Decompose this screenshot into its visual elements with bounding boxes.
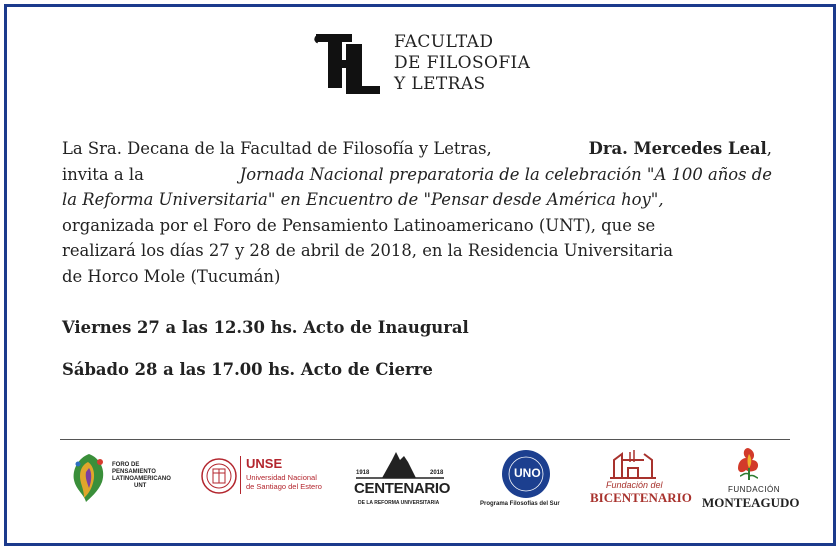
centenario-subtitle: DE LA REFORMA UNIVERSITARIA bbox=[358, 500, 440, 506]
comma: , bbox=[766, 139, 772, 158]
monteagudo-emblem-icon bbox=[732, 446, 766, 482]
foro-line-4: UNT bbox=[134, 483, 147, 489]
centenario-title: CENTENARIO bbox=[354, 480, 451, 497]
invitation-text bbox=[62, 136, 772, 289]
invitation-line-1 bbox=[62, 136, 772, 162]
foro-pensamiento-logo bbox=[64, 448, 184, 504]
faculty-line-1: FACULTAD bbox=[394, 32, 494, 52]
unse-logo bbox=[200, 454, 320, 500]
faculty-line-2: DE FILOSOFIA bbox=[394, 53, 531, 73]
monteagudo-line-1: FUNDACIÓN bbox=[728, 485, 781, 494]
foro-line-2: PENSAMIENTO bbox=[112, 469, 156, 475]
event-name-1: Jornada Nacional preparatoria de la celebración "A 100 años de bbox=[239, 164, 772, 184]
footer-divider bbox=[60, 439, 790, 440]
foro-line-3: LATINOAMERICANO bbox=[112, 476, 171, 482]
fl-monogram-logo bbox=[312, 30, 384, 98]
unse-seal-icon bbox=[200, 454, 238, 498]
faculty-name bbox=[394, 32, 530, 95]
foro-emblem-icon bbox=[64, 448, 114, 504]
uno-logo bbox=[478, 448, 578, 510]
location-text: de Horco Mole (Tucumán) bbox=[62, 266, 281, 286]
invitation-intro: La Sra. Decana de la Facultad de Filosofía y Letras, bbox=[62, 139, 492, 158]
date-place-text: realizará los días 27 y 28 de abril de 2018, en la Residencia Universitaria bbox=[62, 241, 674, 260]
event-name-2: la Reforma Universitaria" en Encuentro de "Pensar desde América hoy", bbox=[62, 190, 664, 209]
bicentenario-logo bbox=[590, 446, 692, 508]
faculty-line-3: Y LETRAS bbox=[394, 74, 486, 94]
invitation-line-2 bbox=[62, 162, 772, 188]
unse-sub-1: Universidad Nacional bbox=[246, 473, 317, 482]
invitation-line-6 bbox=[62, 264, 772, 290]
centenario-year-2: 2018 bbox=[430, 470, 444, 476]
invitation-line-4 bbox=[62, 213, 772, 239]
bicentenario-line-1: Fundación del bbox=[606, 480, 663, 490]
centenario-logo bbox=[352, 448, 451, 510]
dean-name: Dra. Mercedes Leal bbox=[588, 139, 767, 158]
bicentenario-house-icon bbox=[608, 446, 658, 480]
faculty-header bbox=[312, 30, 572, 100]
uno-caption: Programa Filosofías del Sur bbox=[480, 501, 560, 507]
unse-title: UNSE bbox=[246, 456, 283, 471]
organizer-text: organizada por el Foro de Pensamiento Latinoamericano (UNT), que se bbox=[62, 215, 656, 235]
schedule-friday: Viernes 27 a las 12.30 hs. Acto de Inaugural bbox=[62, 318, 469, 337]
unse-sub-2: de Santiago del Estero bbox=[246, 482, 322, 491]
bicentenario-line-2: BICENTENARIO bbox=[590, 490, 692, 505]
invitation-line-3 bbox=[62, 187, 772, 213]
centenario-year-1: 1918 bbox=[356, 470, 370, 476]
schedule-saturday: Sábado 28 a las 17.00 hs. Acto de Cierre bbox=[62, 360, 433, 379]
invites-text: invita a la bbox=[62, 164, 144, 184]
invitation-line-5 bbox=[62, 238, 772, 264]
uno-title: UNO bbox=[514, 466, 541, 480]
monteagudo-logo bbox=[700, 446, 800, 512]
monteagudo-line-2: MONTEAGUDO bbox=[702, 495, 800, 510]
foro-line-1: FORO DE bbox=[112, 462, 140, 468]
